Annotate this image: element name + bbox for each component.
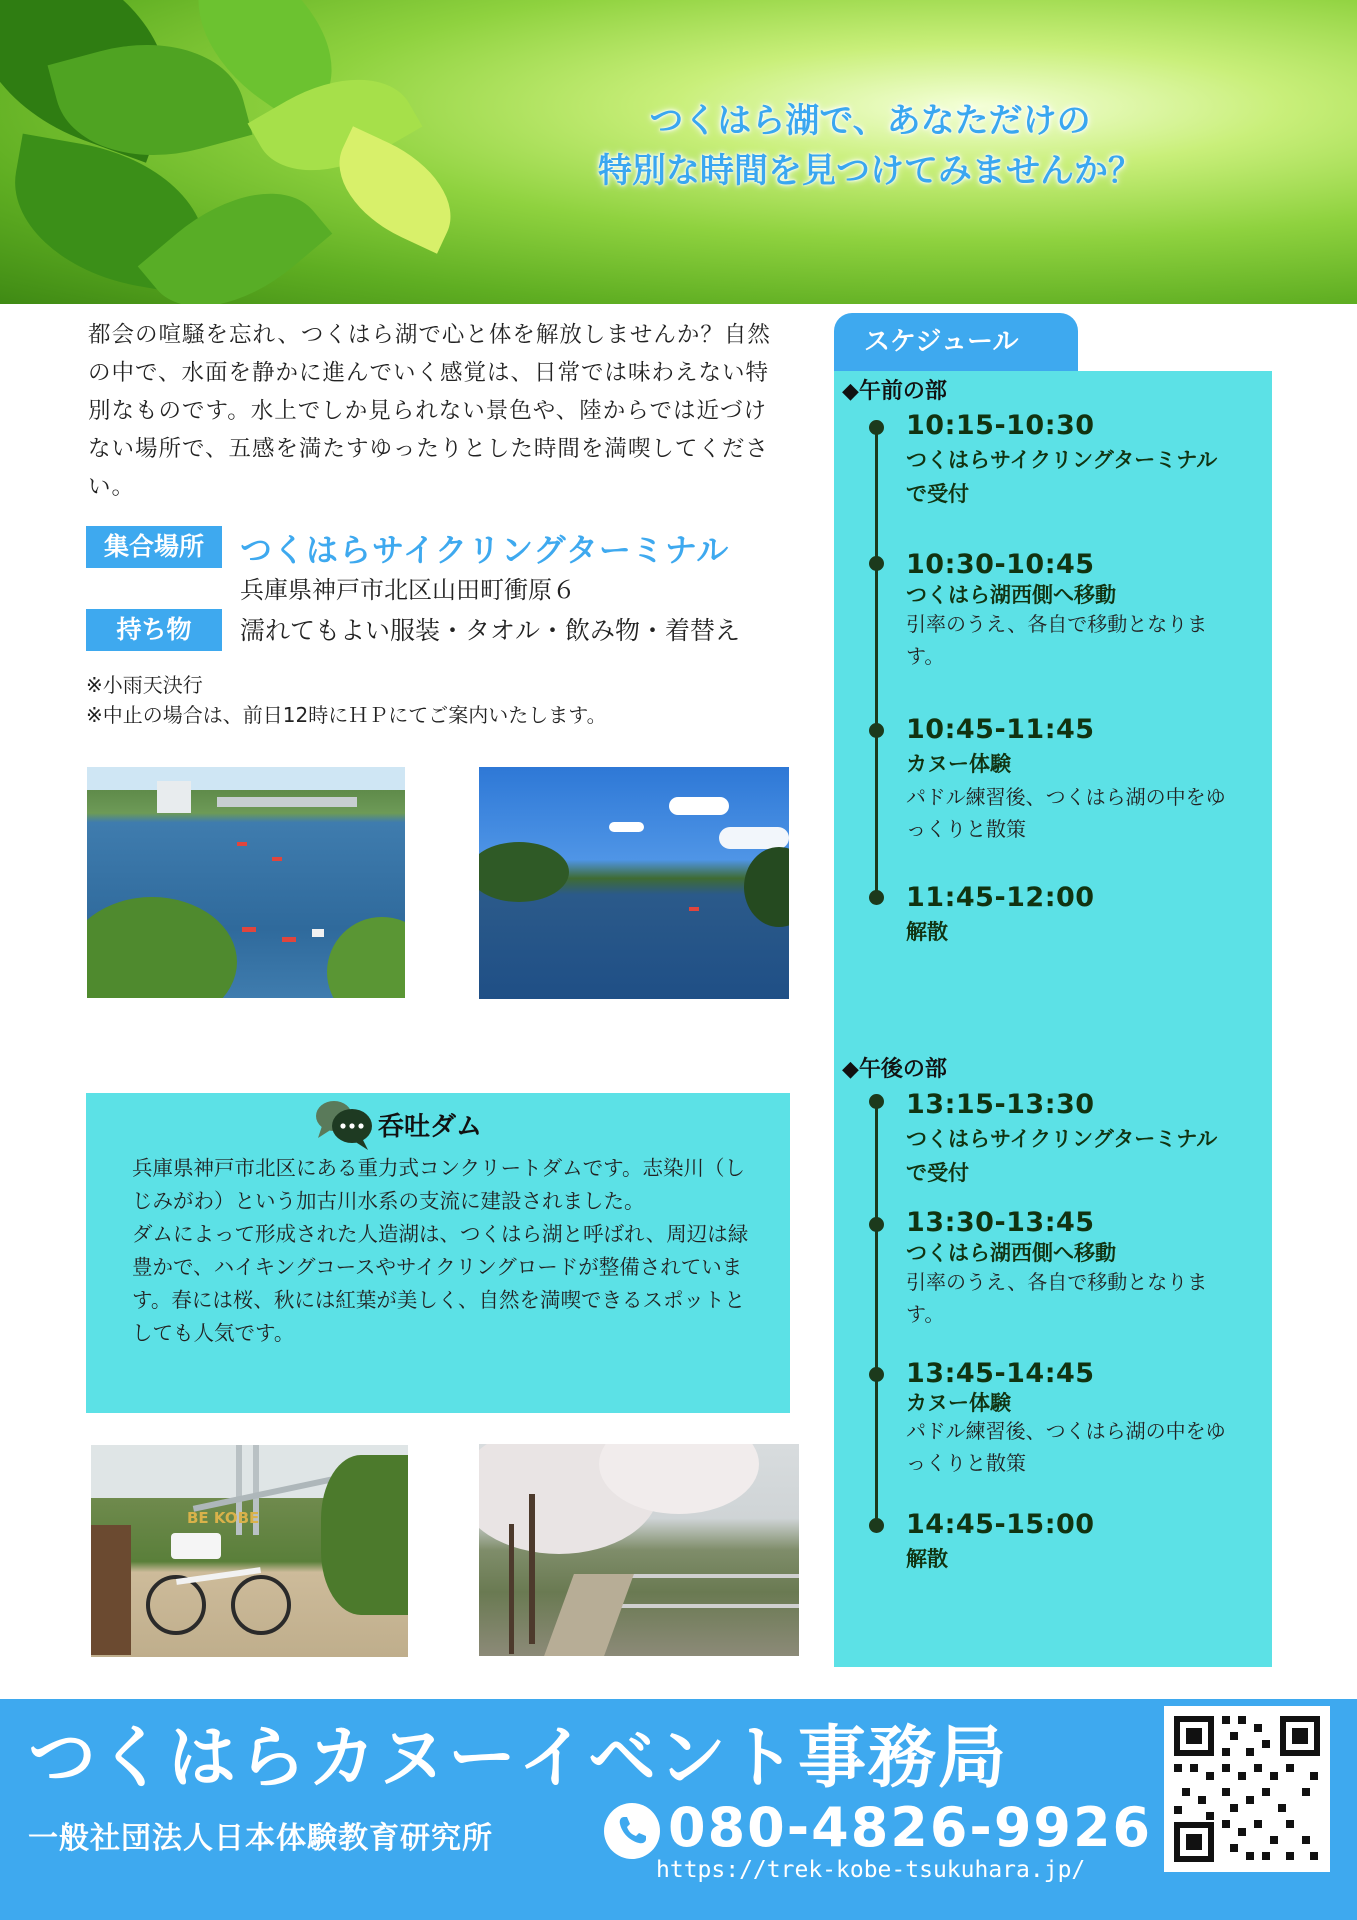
photo-bicycle bbox=[91, 1445, 408, 1657]
note-cancel: ※中止の場合は、前日12時にＨＰにてご案内いたします。 bbox=[86, 703, 607, 727]
dam-description bbox=[132, 1152, 756, 1350]
event-time: 10:15-10:30 bbox=[906, 410, 1095, 441]
event-name: 解散 bbox=[906, 1547, 948, 1571]
schedule-item bbox=[906, 713, 1236, 845]
headline bbox=[520, 96, 1220, 196]
note-rain: ※小雨天決行 bbox=[86, 673, 203, 697]
be-kobe-sign: BE KOBE bbox=[187, 1509, 260, 1527]
intro-text: 都会の喧騒を忘れ、つくはら湖で心と体を解放しませんか？自然の中で、水面を静かに進んでいく感覚は、日常では味わえない特別なものです。水上でしか見られない景色や、陸からでは近づけない場所で、五感を満たすゆったりとした時間を満喫してください。 bbox=[88, 322, 771, 500]
timeline-afternoon bbox=[875, 1100, 878, 1530]
schedule-item bbox=[906, 1508, 1236, 1576]
event-desc: パドル練習後、つくはら湖の中をゆっくりと散策 bbox=[906, 785, 1226, 841]
schedule-item bbox=[906, 1088, 1236, 1190]
items-label: 持ち物 bbox=[86, 609, 222, 651]
schedule-item bbox=[906, 548, 1236, 672]
schedule-item bbox=[906, 409, 1236, 511]
event-name: カヌー体験 bbox=[906, 1391, 1011, 1415]
event-name: つくはら湖西側へ移動 bbox=[906, 583, 1116, 607]
schedule-item bbox=[906, 1206, 1236, 1330]
website-url[interactable]: https://trek-kobe-tsukuhara.jp/ bbox=[656, 1857, 1086, 1883]
chat-bubbles-icon bbox=[312, 1096, 374, 1152]
dam-title: 呑吐ダム bbox=[378, 1112, 483, 1142]
photo-lake-kayaks bbox=[87, 767, 405, 998]
header-banner bbox=[0, 0, 1357, 304]
schedule-item bbox=[906, 881, 1236, 949]
event-desc: パドル練習後、つくはら湖の中をゆっくりと散策 bbox=[906, 1419, 1226, 1475]
phone-icon bbox=[604, 1803, 660, 1859]
timeline-dot bbox=[869, 420, 884, 435]
event-name: つくはらサイクリングターミナルで受付 bbox=[906, 1127, 1218, 1185]
event-name: つくはらサイクリングターミナルで受付 bbox=[906, 448, 1218, 506]
timeline-morning bbox=[875, 425, 878, 897]
photo-lake-sky bbox=[479, 767, 789, 999]
office-title: つくはらカヌーイベント事務局 bbox=[28, 1719, 1009, 1798]
event-desc: 引率のうえ、各自で移動となります。 bbox=[906, 1270, 1208, 1326]
qr-code[interactable] bbox=[1164, 1706, 1330, 1872]
venue-label: 集合場所 bbox=[86, 526, 222, 568]
timeline-dot bbox=[869, 723, 884, 738]
timeline-dot bbox=[869, 1217, 884, 1232]
timeline-dot bbox=[869, 1367, 884, 1382]
timeline-dot bbox=[869, 1518, 884, 1533]
schedule-tab: スケジュール bbox=[834, 313, 1078, 371]
timeline-dot bbox=[869, 1094, 884, 1109]
event-desc: 引率のうえ、各自で移動となります。 bbox=[906, 612, 1208, 668]
photo-cherry-path bbox=[479, 1444, 799, 1656]
event-time: 14:45-15:00 bbox=[906, 1509, 1095, 1540]
notes bbox=[86, 670, 607, 730]
phone-number[interactable]: 080-4826-9926 bbox=[668, 1796, 1153, 1859]
dam-paragraph-1: 兵庫県神戸市北区にある重力式コンクリートダムです。志染川（しじみがわ）という加古川水系の支流に建設されました。 bbox=[132, 1156, 745, 1213]
morning-label: ◆午前の部 bbox=[842, 379, 947, 404]
items-text: 濡れてもよい服装・タオル・飲み物・着替え bbox=[240, 616, 741, 645]
event-time: 13:30-13:45 bbox=[906, 1207, 1095, 1238]
event-name: 解散 bbox=[906, 920, 948, 944]
event-name: カヌー体験 bbox=[906, 752, 1011, 776]
timeline-dot bbox=[869, 890, 884, 905]
event-name: つくはら湖西側へ移動 bbox=[906, 1241, 1116, 1265]
venue-name: つくはらサイクリングターミナル bbox=[240, 531, 730, 569]
timeline-dot bbox=[869, 556, 884, 571]
venue-address: 兵庫県神戸市北区山田町衝原６ bbox=[240, 576, 576, 604]
headline-line2: 特別な時間を見つけてみませんか？ bbox=[598, 151, 1142, 191]
event-time: 13:15-13:30 bbox=[906, 1089, 1095, 1120]
dam-paragraph-2: ダムによって形成された人造湖は、つくはら湖と呼ばれ、周辺は緑豊かで、ハイキングコースやサイクリングロードが整備されています。春には桜、秋には紅葉が美しく、自然を満喫できるスポットとしても人気です。 bbox=[132, 1222, 749, 1345]
organization-name: 一般社団法人日本体験教育研究所 bbox=[28, 1821, 493, 1856]
afternoon-label: ◆午後の部 bbox=[842, 1057, 947, 1082]
schedule-item bbox=[906, 1357, 1236, 1479]
event-time: 10:45-11:45 bbox=[906, 714, 1095, 745]
event-time: 13:45-14:45 bbox=[906, 1358, 1095, 1389]
event-time: 11:45-12:00 bbox=[906, 882, 1095, 913]
event-time: 10:30-10:45 bbox=[906, 549, 1095, 580]
headline-line1: つくはら湖で、あなただけの bbox=[649, 101, 1091, 141]
